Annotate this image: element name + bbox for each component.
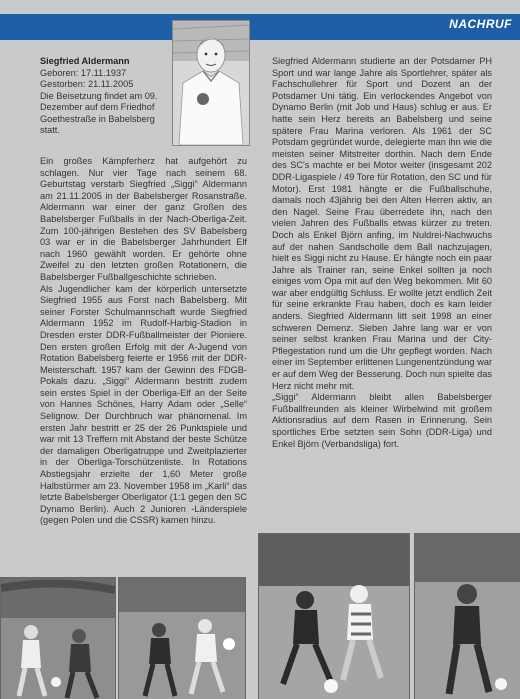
header-bar <box>0 14 520 40</box>
article-paragraph: Siegfried Aldermann studierte an der Potsdamer PH Sport und war lange Jahre als Sportlehrer, später als Fachschullehrer für Sport und Dozent an der Potsdamer Uni tätig. Ein verlockendes Angebot von Dynamo Berlin (mit Job und Haus) schlug er aus. Er hatte sein Herz bereits an Babelsberg und seine spätere Frau Marina verloren. Als 1961 der SC Potsdam gegründet wurde, delegierte man ihn wie die meisten seiner Mitstreiter dorthin. Nach dem Ende des SC's machte er bei Motor weiter (insgesamt 202 DDR-Ligaspiele / 49 Tore für Rotation, den SC und für Motor). Erst 1981 hängte er die Fußballschuhe, damals noch 43jährig bei den Alten Herren aktiv, an den Nagel. Seine Frau überredete ihn, nach den vielen Jahren des Fußballs etwas kürzer zu treten. Doch als Enkel Björn anfing, im Nuldrei-Nachwuchs auf der nahen Sandscholle dem Ball nachzujagen, hielt es Siggi nicht zu Hause. Er hängte noch ein paar Jahre als Trainer ran, seine Enkel sollten ja noch einiges vom Opa mit auf den Weg bekommen. Mit 60 war aber endgültig Schluss. Er wollte jetzt endlich Zeit für seine erkrankte Frau haben, doch es kam leider anders. Siegfried Aldermann litt seit 1998 an einer schweren Demenz. Sieben Jahre lang war er von seiner selbst kranken Frau Marina und der City-Pflegestation rund um die Uhr gepflegt worden. Nach einer im September erlittenen Lungenentzündung war er auf dem Weg der Besserung. Doch nun spielte das Herz nicht mehr mit. <box>272 56 492 391</box>
burial-info: Die Beisetzung findet am 09. Dezember auf dem Friedhof Goethestraße in Babelsberg statt. <box>40 90 158 135</box>
section-label: NACHRUF <box>449 17 512 31</box>
left-column <box>40 156 247 527</box>
birth-date: Geboren: 17.11.1937 <box>40 67 127 78</box>
person-name: Siegfried Aldermann <box>40 56 130 66</box>
portrait-photo <box>172 20 250 146</box>
match-photo-1 <box>0 577 116 699</box>
match-photo-3 <box>258 533 410 699</box>
right-column <box>272 56 492 450</box>
article-paragraph: Ein großes Kämpferherz hat aufgehört zu schlagen. Nur vier Tage nach seinem 68. Geburtstag verstarb Siegfried „Siggi“ Aldermann am 21.11.2005 in der Babelsberger Rosanstraße. Aldermann war einer der ganz Großen des Babelsberger Fußballs in der Nach-Oberliga-Zeit. Zum 100-jährigen Bestehen des SV Babelsberg 03 war er in die Babelsberger Jahrhundert Elf nach 1960 gewählt worden. Er gehörte ohne Zweifel zu den letzten großen Rotationern, die Babelsberger Fußballgeschichte schrieben. <box>40 156 247 282</box>
infobox <box>40 56 165 137</box>
match-photo-2 <box>118 577 246 699</box>
match-photo-4 <box>414 533 520 699</box>
article-paragraph: „Siggi“ Aldermann bleibt allen Babelsberger Fußballfreunden als kleiner Wirbelwind mit großem Aktionsradius auf dem Rasen in Erinnerung. Sein sportliches Erbe setzten sein Sohn (DDR-Liga) und Enkel Björn (Verbandsliga) fort. <box>272 392 492 449</box>
article-paragraph: Als Jugendlicher kam der körperlich untersetzte Siegfried 1955 aus Forst nach Babelsberg. Mit seiner Forster Schulmannschaft wurde Siegfried Aldermann 1952 im Rudolf-Harbig-Stadion in Dresden erster DDR-Fußballmeister der Pioniere. Den ersten großen Erfolg mit der A-Jugend von Rotation Babelsberg feierte er 1956 mit der DDR-Meisterschaft. 1957 kam der Gewinn des FDGB-Pokals dazu. „Siggi“ Aldermann bestritt zudem sein erstes Spiel in der Oberliga-Elf an der Seite von Hannes Schönes, Harry Adam oder „Selle“ Selignow. Der Durchbruch war phänomenal. Im ersten Jahr bestritt er 25 der 26 Punktspiele und war mit 13 Treffern mit Abstand der beste Schütze der damaligen Oberligatruppe und Zweitplazierter in der Oberliga-Torschützenliste. In Rotations Abstiegsjahr erzielte der 1,60 Meter große Halbstürmer am 23. November 1958 im „Karli“ das letzte Babelsberger Oberligator (1:1 gegen den SC Dynamo Berlin). Auch 2 Junioren -Länderspiele (gegen Polen und die CSSR) kamen hinzu. <box>40 283 247 526</box>
death-date: Gestorben: 21.11.2005 <box>40 79 134 89</box>
